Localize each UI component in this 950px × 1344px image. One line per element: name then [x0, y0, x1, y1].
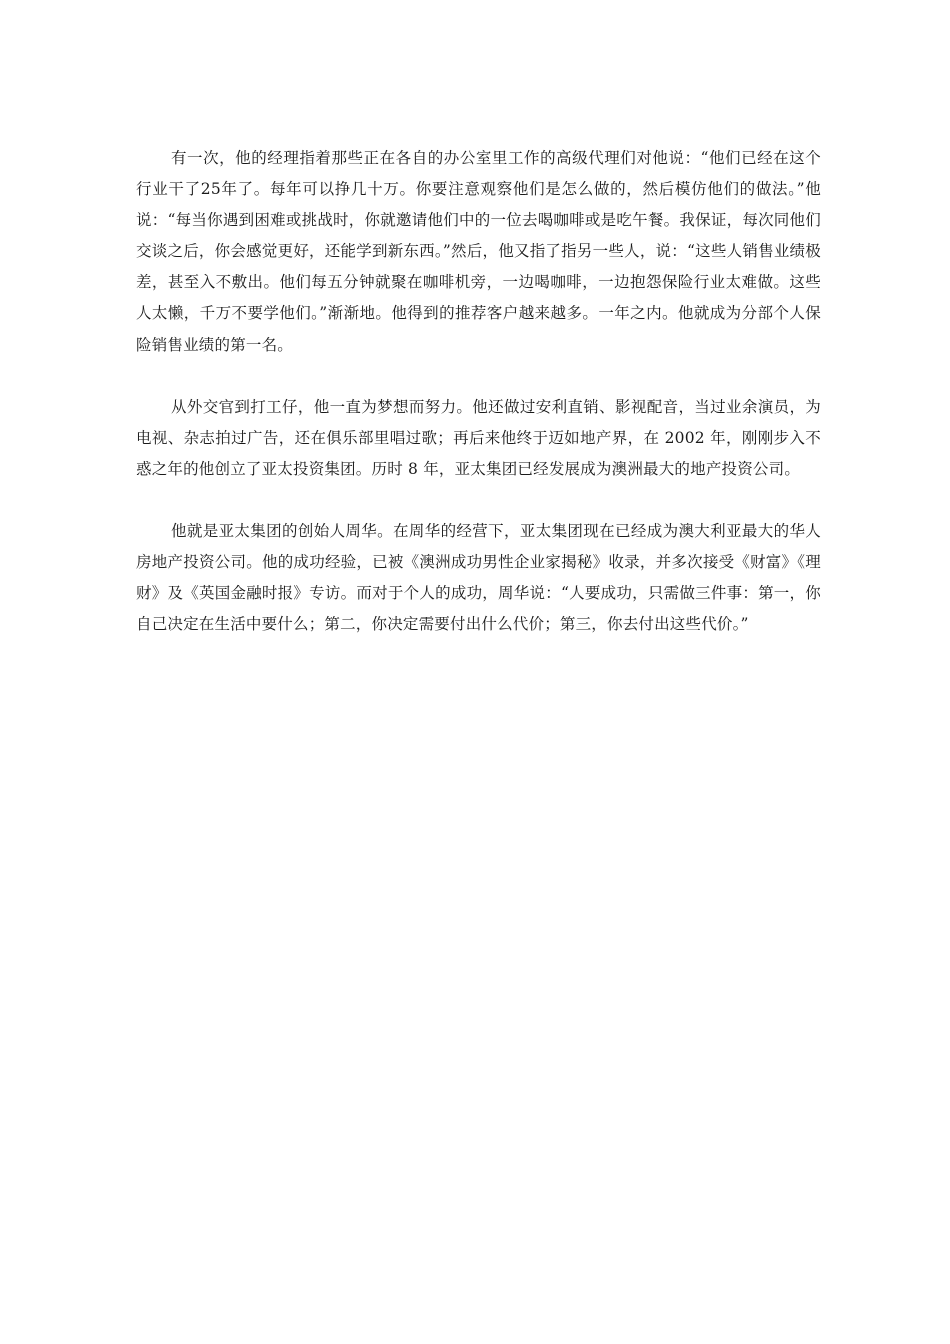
paragraph-founder-success: 他就是亚太集团的创始人周华。在周华的经营下，亚太集团现在已经成为澳大利亚最大的华人房地产投资公司。他的成功经验，已被《澳洲成功男性企业家揭秘》收录，并多次接受《财富》《理财》及《英国金融时报》专访。而对于个人的成功，周华说：“人要成功，只需做三件事：第一，你自己决定在生活中要什么；第二，你决定需要付出什么代价；第三，你去付出这些代价。”	[136, 521, 821, 634]
paragraph-mentor-advice: 有一次，他的经理指着那些正在各自的办公室里工作的高级代理们对他说：“他们已经在这个行业干了25年了。每年可以挣几十万。你要注意观察他们是怎么做的，然后模仿他们的做法。”他说：“每当你遇到困难或挑战时，你就邀请他们中的一位去喝咖啡或是吃午餐。我保证，每次同他们交谈之后，你会感觉更好，还能学到新东西。”然后，他又指了指另一些人，说：“这些人销售业绩极差，甚至入不敷出。他们每五分钟就聚在咖啡机旁，一边喝咖啡，一边抱怨保险行业太难做。这些人太懒，千万不要学他们。”渐渐地。他得到的推荐客户越来越多。一年之内。他就成为分部个人保险销售业绩的第一名。	[136, 149, 821, 354]
document-body	[136, 143, 821, 640]
paragraph-career-path: 从外交官到打工仔，他一直为梦想而努力。他还做过安利直销、影视配音，当过业余演员，为电视、杂志拍过广告，还在俱乐部里唱过歌；再后来他终于迈如地产界，在 2002 年，刚刚步入不惑之年的他创立了亚太投资集团。历时 8 年，亚太集团已经发展成为澳洲最大的地产投资公司。	[136, 397, 821, 478]
